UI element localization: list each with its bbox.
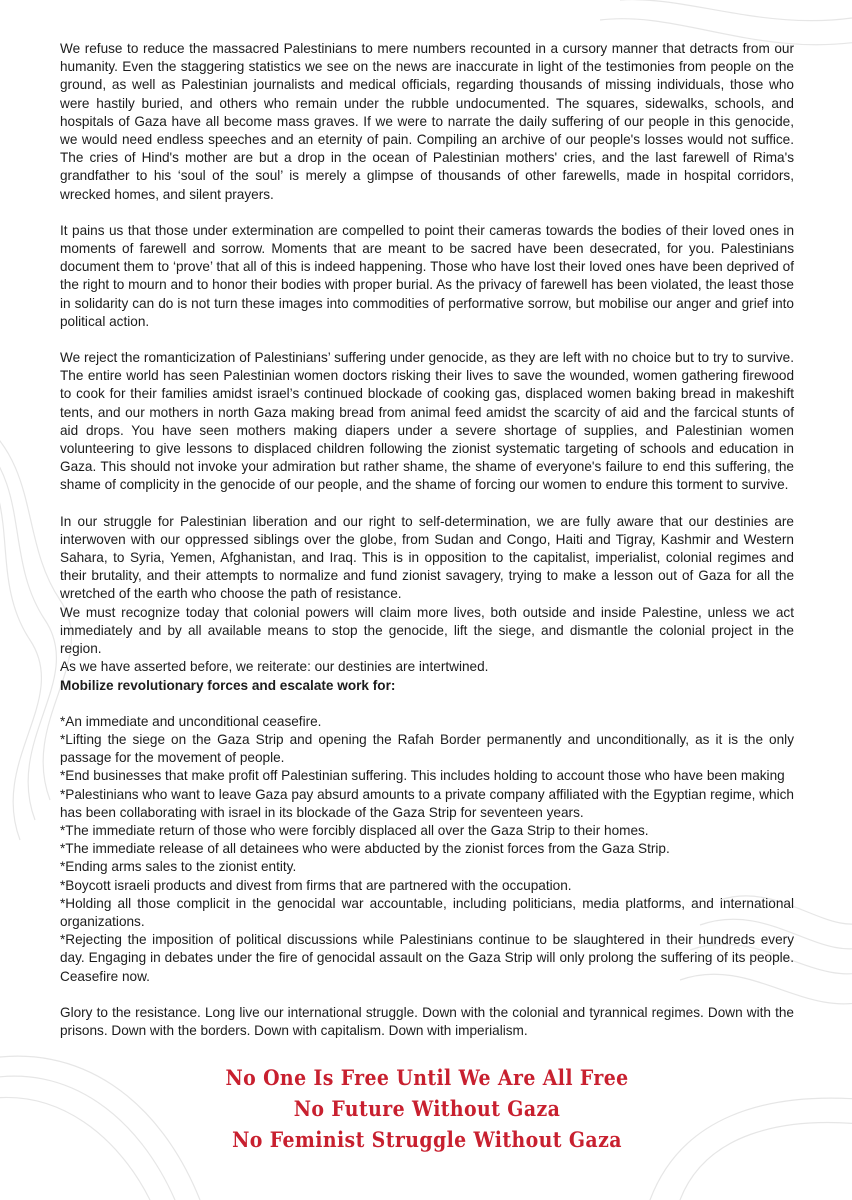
paragraph-farewell: It pains us that those under extermination are compelled to point their cameras towards the bodies of their loved ones in moments of farewell and sorrow. Moments that are meant to be sacred have been desecrated, for you. Palestinians document them to ‘prove’ that all of this is indeed happening. Those who have lost their loved ones have been deprived of the right to mourn and to honor their bodies with proper burial. As the privacy of farewell has been violated, the least those in solidarity can do is not turn these images into commodities of performative sorrow, but mobilise our anger and grief into political action.: [60, 222, 794, 329]
list-item: *Lifting the siege on the Gaza Strip and opening the Rafah Border permanently and unconditionally, as it is the only passage for the movement of people.: [60, 731, 794, 766]
list-item: *The immediate release of all detainees who were abducted by the zionist forces from the Gaza Strip.: [60, 841, 670, 857]
slogan-future: No Future Without Gaza: [293, 1096, 561, 1122]
list-item: *Palestinians who want to leave Gaza pay absurd amounts to a private company affiliated with the Egyptian regime, which has been collaborating with israel in its blockade of the Gaza Strip for seventeen years.: [60, 786, 794, 820]
document-page: [60, 40, 794, 1155]
list-item: *An immediate and unconditional ceasefire.: [60, 713, 322, 729]
list-item: *Ending arms sales to the zionist entity.: [60, 859, 297, 875]
paragraph-struggle: In our struggle for Palestinian liberation and our right to self-determination, we are fully aware that our destinies are interwoven with our oppressed siblings over the globe, from Sudan and Congo, Haiti and Tigray, Kashmir and Western Sahara, to Syria, Yemen, Afghanistan, and Iraq. This is in opposition to the capitalist, imperialist, colonial regimes and their brutality, and their attempts to normalize and fund zionist savagery, trying to make a lesson out of Gaza for all the wretched of the earth who choose the path of resistance.: [60, 513, 794, 602]
slogan-feminist: No Feminist Struggle Without Gaza: [232, 1127, 622, 1153]
list-item: *Holding all those complicit in the genocidal war accountable, including politicians, media platforms, and international organizations.: [60, 895, 794, 929]
slogans: [60, 1062, 794, 1155]
list-item: *Boycott israeli products and divest from firms that are partnered with the occupation.: [60, 877, 572, 893]
closing-paragraph: Glory to the resistance. Long live our international struggle. Down with the colonial and tyrannical regimes. Down with the prisons. Down with the borders. Down with capitalism. Down with imperialism.: [60, 1004, 794, 1038]
slogan-free: No One Is Free Until We Are All Free: [225, 1065, 629, 1091]
demands-list: [60, 713, 794, 986]
paragraph-romanticization: We reject the romanticization of Palestinians’ suffering under genocide, as they are left with no choice but to try to survive. The entire world has seen Palestinian women doctors risking their lives to save the wounded, women gathering firewood to cook for their families amidst israel’s continued blockade of cooking gas, displaced women baking bread in makeshift tents, and our mothers in north Gaza making bread from animal feed amidst the scarcity of aid and the farcical stunts of aid drops. You have seen mothers making diapers under a severe shortage of supplies, and Palestinian women volunteering to give lessons to displaced children following the zionist systematic targeting of schools and education in Gaza. This should not invoke your admiration but rather shame, the shame of everyone's failure to end this suffering, the shame of complicity in the genocide of our people, and the shame of forcing our women to endure this torment to survive.: [60, 350, 794, 493]
paragraph-numbers: We refuse to reduce the massacred Palestinians to mere numbers recounted in a cursory manner that detracts from our humanity. Even the staggering statistics we see on the news are inaccurate in light of the testimonies from people on the ground, as well as Palestinian journalists and medical officials, regarding thousands of missing individuals, those who were hastily buried, and others who remain under the rubble undocumented. The squares, sidewalks, schools, and hospitals of Gaza have all become mass graves. If we were to narrate the daily suffering of our people in this genocide, we would need endless speeches and an eternity of pain. Compiling an archive of our people's losses would not suffice. The cries of Hind's mother are but a drop in the ocean of Palestinian mothers' cries, and the last farewell of Rima's grandfather to his ‘soul of the soul’ is merely a glimpse of thousands of other farewells, made in hospital corridors, wrecked homes, and silent prayers.: [60, 41, 794, 202]
list-item: *End businesses that make profit off Palestinian suffering. This includes holding to account those who have been making: [60, 768, 785, 784]
list-item: *The immediate return of those who were forcibly displaced all over the Gaza Strip to their homes.: [60, 822, 649, 838]
paragraph-destinies: As we have asserted before, we reiterate: our destinies are intertwined.: [60, 659, 489, 675]
list-item: *Rejecting the imposition of political discussions while Palestinians continue to be slaughtered in their hundreds every day. Engaging in debates under the fire of genocidal assault on the Gaza Strip will only prolong the suffering of its people. Ceasefire now.: [60, 932, 794, 984]
paragraph-colonial-powers: We must recognize today that colonial powers will claim more lives, both outside and inside Palestine, unless we act immediately and by all available means to stop the genocide, lift the siege, and dismantle the colonial project in the region.: [60, 604, 794, 657]
call-heading: Mobilize revolutionary forces and escalate work for:: [60, 677, 396, 693]
